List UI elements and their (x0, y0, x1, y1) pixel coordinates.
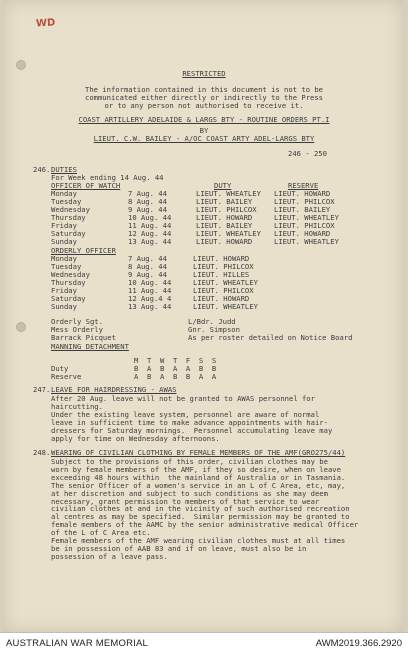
duty-officer-cell: LIEUT. BAILEY (196, 197, 253, 206)
paragraph-line: haircutting. (51, 401, 103, 411)
document-title: COAST ARTILLERY ADELAIDE & LARGS BTY - ROUTINE ORDERS PT.I (78, 115, 330, 124)
orderly-officer-cell: LIEUT. HOWARD (193, 294, 250, 303)
orderly-officer-cell: LIEUT. PHILCOX (193, 286, 254, 295)
date-cell: 10 Aug. 44 (128, 278, 172, 287)
paragraph-line: al centres as may be specified. Similar permission may be granted to (51, 512, 350, 522)
date-cell: 10 Aug. 44 (128, 213, 172, 222)
day-cell: Wednesday (51, 205, 90, 214)
section-number: 246. (33, 165, 51, 174)
date-cell: 13 Aug. 44 (128, 302, 172, 311)
day-cell: Saturday (51, 229, 86, 238)
day-cell: Sunday (51, 237, 77, 246)
date-cell: 9 Aug. 44 (128, 205, 167, 214)
manning-detachment-heading: MANNING DETACHMENT (51, 342, 129, 351)
security-notice-line: or to any person not authorised to receive it. (104, 101, 304, 110)
leave-paragraph (51, 395, 371, 442)
punch-hole (16, 322, 26, 332)
week-ending: For Week ending 14 Aug. 44 (51, 173, 164, 182)
restricted-heading: RESTRICTED (182, 69, 226, 78)
reserve-column-heading: RESERVE (288, 181, 319, 190)
archive-footer (0, 632, 408, 654)
paragraph-line: of the L of C Area etc. (51, 528, 151, 538)
duty-role-cell: Barrack Picquet (51, 333, 116, 342)
duty-column-heading: DUTY (214, 181, 232, 190)
paragraph-line: leave in sufficient time to make advance appointments with hair- (51, 417, 328, 427)
duty-officer-cell: LIEUT. BAILEY (196, 221, 253, 230)
duty-officer-cell: LIEUT. PHILCOX (196, 205, 257, 214)
reserve-officer-cell: LIEUT. HOWARD (274, 189, 331, 198)
day-cell: Tuesday (51, 262, 82, 271)
orderly-officer-cell: LIEUT. PHILCOX (193, 262, 254, 271)
manning-reserve-label: Reserve (51, 372, 82, 381)
reserve-officer-cell: LIEUT. WHEATLEY (274, 213, 339, 222)
assigned-person-cell: Gnr. Simpson (188, 325, 240, 334)
paragraph-line: possession of a leave pass. (51, 551, 168, 561)
officer-of-watch-heading: OFFICER OF WATCH (51, 181, 121, 190)
date-cell: 12 Aug.4 4 (128, 294, 172, 303)
reserve-officer-cell: LIEUT. BAILEY (274, 205, 331, 214)
archive-name: AUSTRALIAN WAR MEMORIAL (6, 638, 149, 649)
paragraph-line: Subject to the provisions of this order, civilian clothes may be (51, 457, 328, 466)
paragraph-line: at her discretion and subject to such conditions as she may deem (51, 488, 328, 498)
paragraph-line: exceeding 48 hours within the mainland of Australia or in Tasmania. (51, 472, 346, 482)
day-cell: Thursday (51, 278, 86, 287)
section-number: 248. (33, 448, 51, 457)
duty-officer-cell: LIEUT. HOWARD (196, 237, 253, 246)
date-cell: 11 Aug. 44 (128, 221, 172, 230)
paragraph-line: necessary, grant permission to members of that service to wear (51, 496, 320, 506)
day-cell: Sunday (51, 302, 77, 311)
duty-officer-cell: LIEUT. WHEATLEY (196, 229, 261, 238)
manning-reserve-values: A B A B B A A (134, 372, 217, 381)
section-title: LEAVE FOR HAIRDRESSING - AWAS (51, 385, 177, 394)
reserve-officer-cell: LIEUT. HOWARD (274, 229, 331, 238)
manning-days: M T W T F S S (134, 356, 217, 365)
manning-duty-values: B A B A A B B (134, 364, 217, 373)
paragraph-line: dressers for Saturday mornings. Personnel accumulating leave may (51, 425, 333, 435)
date-cell: 8 Aug. 44 (128, 262, 167, 271)
issuing-officer: LIEUT. C.W. BAILEY - A/OC COAST ARTY ADEL-LARGS BTY (93, 134, 315, 143)
reserve-officer-cell: LIEUT. PHILCOX (274, 197, 335, 206)
punch-hole (16, 60, 26, 70)
paragraph-line: worn by female members of the AMF, if they so desire, when on leave (51, 464, 341, 474)
day-cell: Friday (51, 286, 77, 295)
section-title: WEARING OF CIVILIAN CLOTHING BY FEMALE MEMBERS OF THE AMF(GRO275/44) (51, 448, 346, 457)
archive-reference: AWM2019.366.2920 (315, 638, 402, 649)
paragraph-line: Under the existing leave system, personnel are aware of normal (51, 409, 320, 419)
order-range: 246 - 250 (288, 149, 327, 158)
assigned-person-cell: As per roster detailed on Notice Board (188, 333, 353, 342)
date-cell: 13 Aug. 44 (128, 237, 172, 246)
duty-role-cell: Mess Orderly (51, 325, 103, 334)
orderly-officer-cell: LIEUT. HILLES (193, 270, 250, 279)
by-line: BY (199, 126, 209, 135)
paragraph-line: Female members of the AMF wearing civilian clothes must at all times (51, 536, 346, 546)
duty-role-cell: Orderly Sgt. (51, 317, 103, 326)
security-notice-line: communicated either directly or indirectly to the Press (85, 93, 323, 102)
duty-officer-cell: LIEUT. HOWARD (196, 213, 253, 222)
date-cell: 7 Aug. 44 (128, 189, 167, 198)
paragraph-line: be in possession of AAB 83 and if on leave, must also be in (51, 543, 307, 553)
reserve-officer-cell: LIEUT. PHILCOX (274, 221, 335, 230)
paragraph-line: The senior Officer of a women's service in an L of C Area, etc, may, (51, 480, 346, 490)
paragraph-line: female members of the AAMC by the senior administrative medical Officer (51, 520, 359, 530)
date-cell: 8 Aug. 44 (128, 197, 167, 206)
handwritten-annotation: WD (35, 17, 56, 30)
paragraph-line: apply for time on Wednesday afternoons. (51, 433, 220, 443)
date-cell: 12 Aug. 44 (128, 229, 172, 238)
section-number: 247. (33, 385, 51, 394)
assigned-person-cell: L/Bdr. Judd (188, 317, 236, 326)
duty-officer-cell: LIEUT. WHEATLEY (196, 189, 261, 198)
day-cell: Tuesday (51, 197, 82, 206)
orderly-officer-heading: ORDERLY OFFICER (51, 246, 116, 255)
day-cell: Monday (51, 254, 77, 263)
date-cell: 11 Aug. 44 (128, 286, 172, 295)
day-cell: Thursday (51, 213, 86, 222)
orderly-officer-cell: LIEUT. WHEATLEY (193, 302, 258, 311)
day-cell: Saturday (51, 294, 86, 303)
manning-duty-label: Duty (51, 364, 69, 373)
date-cell: 7 Aug. 44 (128, 254, 167, 263)
day-cell: Wednesday (51, 270, 90, 279)
paragraph-line: civilian clothes at and in the vicinity of such authorised recreation (51, 504, 350, 514)
section-title: DUTIES (51, 165, 77, 174)
reserve-officer-cell: LIEUT. WHEATLEY (274, 237, 339, 246)
day-cell: Monday (51, 189, 77, 198)
paragraph-line: After 20 Aug. leave will not be granted to AWAS personnel for (51, 394, 315, 403)
date-cell: 9 Aug. 44 (128, 270, 167, 279)
civilian-clothing-paragraph (51, 458, 371, 561)
orderly-officer-cell: LIEUT. WHEATLEY (193, 278, 258, 287)
orderly-officer-cell: LIEUT. HOWARD (193, 254, 250, 263)
security-notice-line: The information contained in this document is not to be (85, 85, 323, 94)
day-cell: Friday (51, 221, 77, 230)
